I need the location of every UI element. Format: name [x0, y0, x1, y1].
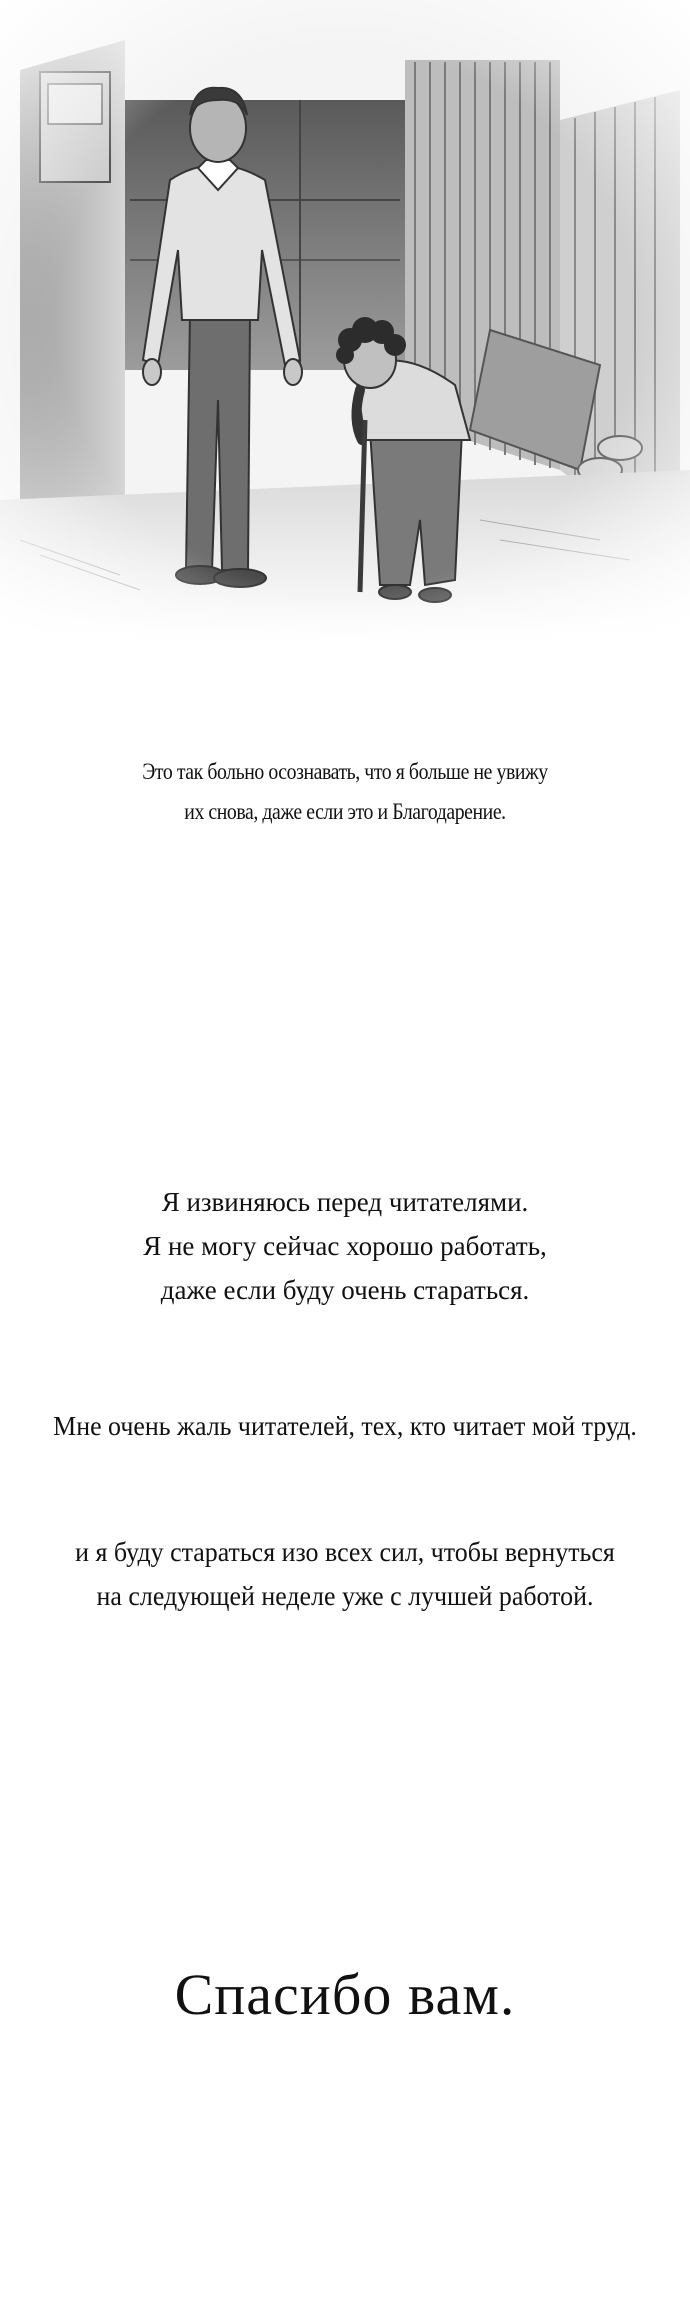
caption-text: Это так больно осознавать, что я больше не увижу их снова, даже если это и Благодарение. — [142, 759, 548, 824]
thank-you-title: Спасибо вам. — [174, 1962, 516, 2027]
alley-scene-icon — [0, 0, 690, 640]
caption-text: Я извиняюсь перед читателями. Я не могу сейчас хорошо работать, даже если буду очень стараться. — [143, 1187, 547, 1305]
comic-panel-illustration — [0, 0, 690, 640]
caption-text: и я буду стараться изо всех сил, чтобы вернуться на следующей неделе уже с лучшей работой. — [75, 1537, 615, 1611]
caption-text: Мне очень жаль читателей, тех, кто читает мой труд. — [53, 1411, 637, 1441]
